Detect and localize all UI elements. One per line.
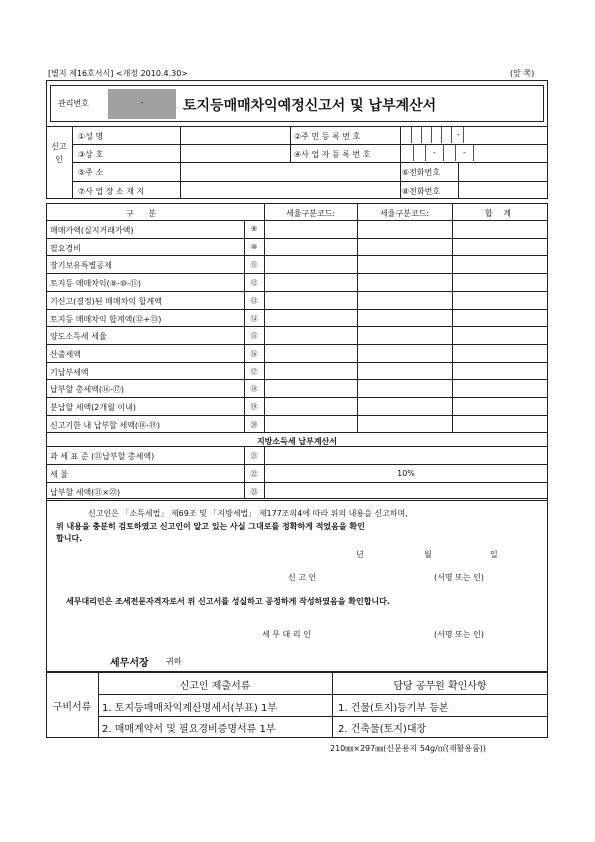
paper-spec-footer: 210㎜×297㎜(신문용지 54g/㎡(재활용품)) xyxy=(330,744,487,753)
calc-row-10-tax1-field[interactable] xyxy=(265,398,357,414)
phone-label-1: ⑥전화번호 xyxy=(402,168,441,177)
divider xyxy=(431,127,432,143)
local-row-marker-0: ㉑ xyxy=(250,452,258,461)
calc-row-marker-4: ⑬ xyxy=(250,296,258,305)
calc-row-label-6: 양도소득세 세율 xyxy=(50,332,107,342)
calc-row-2-tax2-field[interactable] xyxy=(358,256,452,272)
business-number-field[interactable] xyxy=(401,145,547,161)
local-row-label-2: 납부할 세액(㉑×㉒) xyxy=(50,487,121,497)
business-address-field[interactable] xyxy=(181,182,399,198)
calc-row-1-tax1-field[interactable] xyxy=(265,239,357,255)
submitted-docs-header: 신고인 제출서류 xyxy=(179,681,251,692)
local-row-value-1: 10% xyxy=(397,469,415,479)
calc-row-10-total-field[interactable] xyxy=(453,398,548,414)
calc-row-5-tax2-field[interactable] xyxy=(358,310,452,326)
row-line xyxy=(46,432,548,433)
calc-row-label-11: 신고기한 내 납부할 세액(⑱-⑲) xyxy=(50,420,161,430)
declaration-text-3: 합니다. xyxy=(56,534,83,543)
calc-row-0-tax2-field[interactable] xyxy=(358,221,452,237)
calc-row-11-total-field[interactable] xyxy=(453,416,548,432)
agent-sign-label: 세 무 대 리 인 xyxy=(262,630,311,639)
calc-row-5-tax1-field[interactable] xyxy=(265,310,357,326)
local-row-label-0: 과 세 표 준 (㉑납부할 총세액) xyxy=(50,452,155,462)
calc-row-6-total-field[interactable] xyxy=(453,327,548,343)
divider xyxy=(421,127,422,143)
agent-signature-placeholder[interactable]: (서명 또는 인) xyxy=(434,630,484,639)
calc-row-9-total-field[interactable] xyxy=(453,380,548,396)
calc-row-11-tax2-field[interactable] xyxy=(358,416,452,432)
declaration-text-2: 위 내용을 충분히 검토하였고 신고인이 알고 있는 사실 그대로를 정확하게 적었음을 확인 xyxy=(56,522,365,531)
calc-row-6-tax2-field[interactable] xyxy=(358,327,452,343)
phone-label-2: ⑧전화번호 xyxy=(402,187,441,196)
rrn-field[interactable] xyxy=(401,127,547,143)
local-row-2-tax1-field[interactable] xyxy=(265,483,357,499)
official-doc-2: 2. 건축물(토지)대장 xyxy=(338,724,427,735)
col-header-tax-code-1: 세율구분코드: xyxy=(285,209,336,218)
business-number-label: ④사 업 자 등 록 번 호 xyxy=(294,150,371,159)
local-row-0-total-field[interactable] xyxy=(453,447,548,463)
calc-row-marker-11: ⑳ xyxy=(250,420,258,429)
trade-name-field[interactable] xyxy=(181,145,289,161)
local-row-marker-1: ㉒ xyxy=(250,470,258,479)
divider xyxy=(264,203,265,432)
calc-row-0-total-field[interactable] xyxy=(453,221,548,237)
submitted-doc-2: 2. 매매계약서 및 필요경비증명서류 1부 xyxy=(102,724,276,735)
agent-statement: 세무대리인은 조세전문자격자로서 위 신고서를 성실하고 공정하게 작성하였음을 확인합니다. xyxy=(66,597,390,606)
local-row-2-tax2-field[interactable] xyxy=(358,483,452,499)
calc-row-2-tax1-field[interactable] xyxy=(265,256,357,272)
calc-row-marker-8: ⑰ xyxy=(250,367,258,376)
calc-row-label-7: 산출세액 xyxy=(50,349,81,359)
divider xyxy=(290,126,291,162)
calc-row-label-0: 매매가액(실지거래가액) xyxy=(50,226,134,235)
calc-row-label-1: 필요경비 xyxy=(50,243,81,253)
calc-row-label-3: 토지등 매매차익(⑨-⑩-⑪) xyxy=(50,279,141,289)
calc-row-8-tax1-field[interactable] xyxy=(265,363,357,379)
rrn-label: ②주 민 등 록 번 호 xyxy=(294,132,361,141)
divider xyxy=(244,220,245,432)
date-year-label: 년 xyxy=(356,550,364,559)
divider xyxy=(244,446,245,499)
divider xyxy=(443,145,444,161)
local-row-0-tax2-field[interactable] xyxy=(358,447,452,463)
calc-row-3-total-field[interactable] xyxy=(453,274,548,290)
calc-row-7-total-field[interactable] xyxy=(453,345,548,361)
calc-row-marker-7: ⑯ xyxy=(250,349,258,358)
calc-row-marker-2: ⑪ xyxy=(250,261,258,270)
calc-row-label-8: 기납부세액 xyxy=(50,367,89,377)
calc-row-1-total-field[interactable] xyxy=(453,239,548,255)
reporter-group-label: 신고인 xyxy=(51,142,67,164)
calc-row-marker-0: ⑨ xyxy=(250,225,258,233)
calc-row-marker-10: ⑲ xyxy=(250,403,258,411)
management-number-label: 관리번호 xyxy=(58,99,89,108)
divider xyxy=(413,145,414,161)
calc-row-4-tax2-field[interactable] xyxy=(358,292,452,308)
official-check-header: 담당 공무원 확인사항 xyxy=(393,681,487,692)
calc-row-label-4: 기신고(결정)된 매매차익 합계액 xyxy=(50,296,162,306)
divider xyxy=(441,127,442,143)
col-header-total: 합 계 xyxy=(485,209,515,218)
local-row-2-total-field[interactable] xyxy=(453,483,548,499)
calc-row-9-tax2-field[interactable] xyxy=(358,380,452,396)
local-row-label-1: 세 율 xyxy=(50,470,68,480)
required-docs-label: 구비서류 xyxy=(52,702,92,713)
trade-name-label: ③상 호 xyxy=(78,150,104,159)
date-month-label: 월 xyxy=(424,550,432,559)
business-address-label: ⑦사 업 장 소 재 지 xyxy=(78,187,145,196)
brn-dash-2: - xyxy=(463,148,466,157)
calc-row-4-total-field[interactable] xyxy=(453,292,548,308)
brn-dash-1: - xyxy=(433,148,436,157)
calc-row-1-tax2-field[interactable] xyxy=(358,239,452,255)
submitted-doc-1: 1. 토지등매매차익계산명세서(부표) 1부 xyxy=(102,703,277,714)
calc-row-10-tax2-field[interactable] xyxy=(358,398,452,414)
calc-row-4-tax1-field[interactable] xyxy=(265,292,357,308)
local-row-marker-2: ㉓ xyxy=(250,487,258,496)
divider xyxy=(473,145,474,161)
divider xyxy=(425,145,426,161)
divider xyxy=(411,127,412,143)
form-title: 토지등매매차익예정신고서 및 납부계산서 xyxy=(183,98,437,114)
official-doc-1: 1. 건물(토지)등기부 등본 xyxy=(338,703,449,714)
calc-row-marker-6: ⑮ xyxy=(250,332,258,341)
local-row-0-tax1-field[interactable] xyxy=(265,447,357,463)
divider xyxy=(463,127,464,143)
name-field[interactable] xyxy=(181,127,289,143)
calc-row-2-total-field[interactable] xyxy=(453,256,548,272)
calc-row-7-tax2-field[interactable] xyxy=(358,345,452,361)
form-number: [별지 제16호서식] <개정 2010.4.30> xyxy=(48,69,188,78)
address-field[interactable] xyxy=(181,163,399,180)
calc-row-3-tax2-field[interactable] xyxy=(358,274,452,290)
calc-row-marker-1: ⑩ xyxy=(250,242,258,251)
divider xyxy=(455,145,456,161)
calc-row-0-tax1-field[interactable] xyxy=(265,221,357,237)
calc-row-label-10: 분납할 세액(2개월 이내) xyxy=(50,403,136,412)
col-header-tax-code-2: 세율구분코드: xyxy=(379,209,430,218)
calc-row-8-total-field[interactable] xyxy=(453,363,548,379)
name-label: ①성 명 xyxy=(78,132,104,141)
rrn-dash: - xyxy=(457,130,460,139)
calc-row-3-tax1-field[interactable] xyxy=(265,274,357,290)
reporter-signature-placeholder[interactable]: (서명 또는 인) xyxy=(434,573,484,582)
row-line xyxy=(98,694,548,695)
management-number-dash: - xyxy=(140,98,144,107)
calc-row-7-tax1-field[interactable] xyxy=(265,345,357,361)
declaration-text-1: 신고인은 「소득세법」 제69조 및 「지방세법」 제177조의4에 따라 위의 내용을 신고하며, xyxy=(88,509,408,518)
divider xyxy=(357,203,358,432)
calc-row-marker-5: ⑭ xyxy=(250,314,258,323)
recipient-office: 세무서장 xyxy=(110,658,149,669)
divider xyxy=(264,446,265,499)
divider xyxy=(452,203,453,432)
calc-row-label-9: 납부할 총세액(⑯-⑰) xyxy=(50,385,125,395)
recipient-suffix: 귀하 xyxy=(166,657,182,666)
row-line xyxy=(98,716,548,717)
local-tax-header: 지방소득세 납부계산서 xyxy=(256,437,338,446)
reporter-sign-label: 신 고 인 xyxy=(288,573,317,582)
calc-row-label-2: 장기보유특별공제 xyxy=(50,261,112,271)
calc-row-5-total-field[interactable] xyxy=(453,310,548,326)
page-side-label: (앞 쪽) xyxy=(510,69,535,78)
calc-row-11-tax1-field[interactable] xyxy=(265,416,357,432)
calc-row-9-tax1-field[interactable] xyxy=(265,380,357,396)
phone-field-1[interactable] xyxy=(459,163,547,180)
calc-row-label-5: 토지등 매매차익 합계액(⑫+⑬) xyxy=(50,314,162,324)
col-header-gubun: 구 분 xyxy=(126,209,162,218)
calc-row-marker-3: ⑫ xyxy=(250,279,258,288)
phone-field-2[interactable] xyxy=(459,182,547,198)
date-day-label: 일 xyxy=(490,550,498,559)
calc-row-marker-9: ⑱ xyxy=(250,385,258,394)
calc-row-8-tax2-field[interactable] xyxy=(358,363,452,379)
calc-row-6-tax1-field[interactable] xyxy=(265,327,357,343)
address-label: ⑤주 소 xyxy=(78,168,104,177)
divider xyxy=(451,127,452,143)
